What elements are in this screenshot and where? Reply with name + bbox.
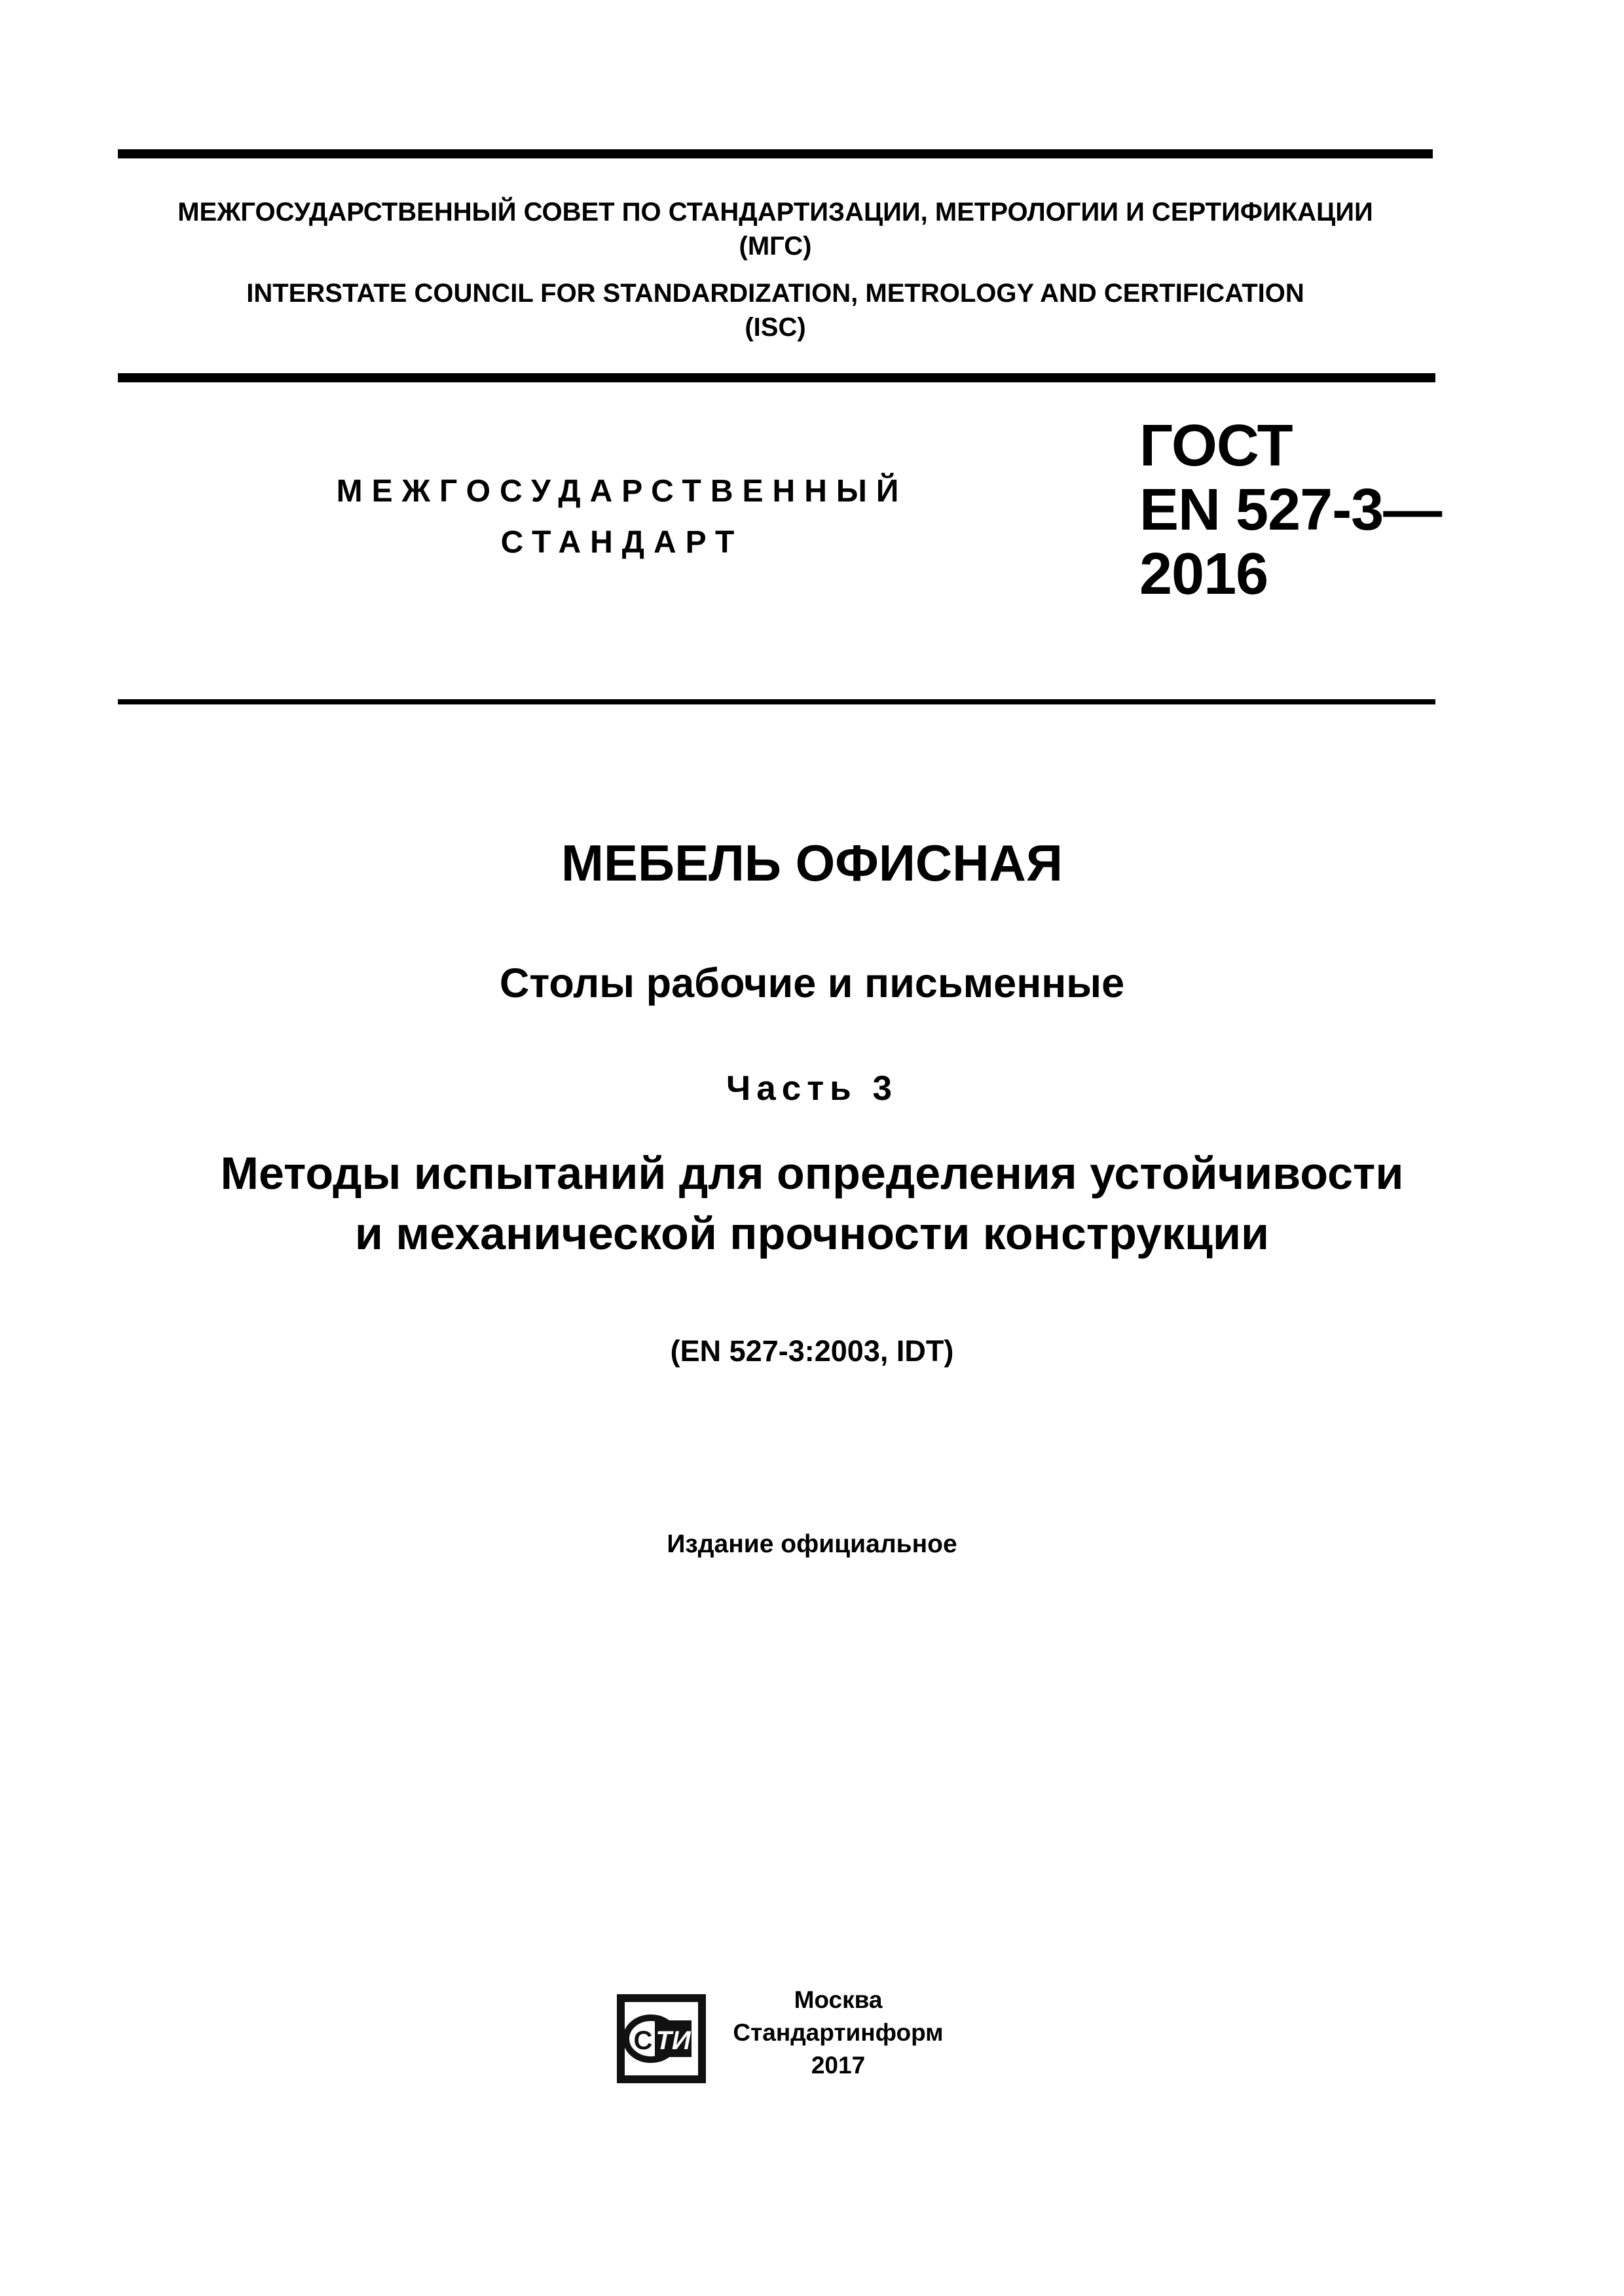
standard-label-line1: МЕЖГОСУДАРСТВЕННЫЙ <box>336 474 908 509</box>
part-number: Часть 3 <box>726 1069 898 1108</box>
publisher-logo-icon <box>613 1990 710 2087</box>
council-name-ru <box>118 195 1433 263</box>
top-rule <box>118 149 1433 158</box>
gost-line3: 2016 <box>1139 541 1268 607</box>
publisher-year: 2017 <box>811 2052 866 2079</box>
gost-designation <box>1139 414 1598 606</box>
document-title: МЕБЕЛЬ ОФИСНАЯ <box>561 834 1063 892</box>
edition-note: Издание официальное <box>667 1530 957 1558</box>
svg-text:ТИ: ТИ <box>655 2026 691 2055</box>
publisher-city: Москва <box>794 1986 883 2013</box>
standard-label <box>308 466 936 568</box>
svg-text:С: С <box>633 2026 653 2055</box>
standard-label-line2: СТАНДАРТ <box>500 525 744 560</box>
part-title <box>0 1143 1624 1264</box>
publisher-info <box>714 1984 963 2082</box>
part-title-line1: Методы испытаний для определения устойчивости <box>220 1148 1404 1199</box>
identity-reference: (EN 527-3:2003, IDT) <box>670 1334 954 1368</box>
council-ru-line1: МЕЖГОСУДАРСТВЕННЫЙ СОВЕТ ПО СТАНДАРТИЗАЦИИ, МЕТРОЛОГИИ И СЕРТИФИКАЦИИ <box>177 198 1373 227</box>
council-en-abbrev: (ISC) <box>745 313 806 342</box>
council-name-en <box>118 276 1433 344</box>
logo-graphic <box>613 1990 710 2087</box>
publisher-name: Стандартинформ <box>733 2019 944 2046</box>
part-title-line2: и механической прочности конструкции <box>354 1208 1270 1259</box>
gost-line2: EN 527-3— <box>1139 477 1442 543</box>
middle-rule <box>118 373 1435 382</box>
council-ru-abbrev: (МГС) <box>739 232 812 261</box>
document-subtitle: Столы рабочие и письменные <box>499 960 1125 1006</box>
council-en-line1: INTERSTATE COUNCIL FOR STANDARDIZATION, METROLOGY AND CERTIFICATION <box>246 279 1304 308</box>
bottom-rule <box>118 699 1435 704</box>
gost-line1: ГОСТ <box>1139 413 1293 479</box>
